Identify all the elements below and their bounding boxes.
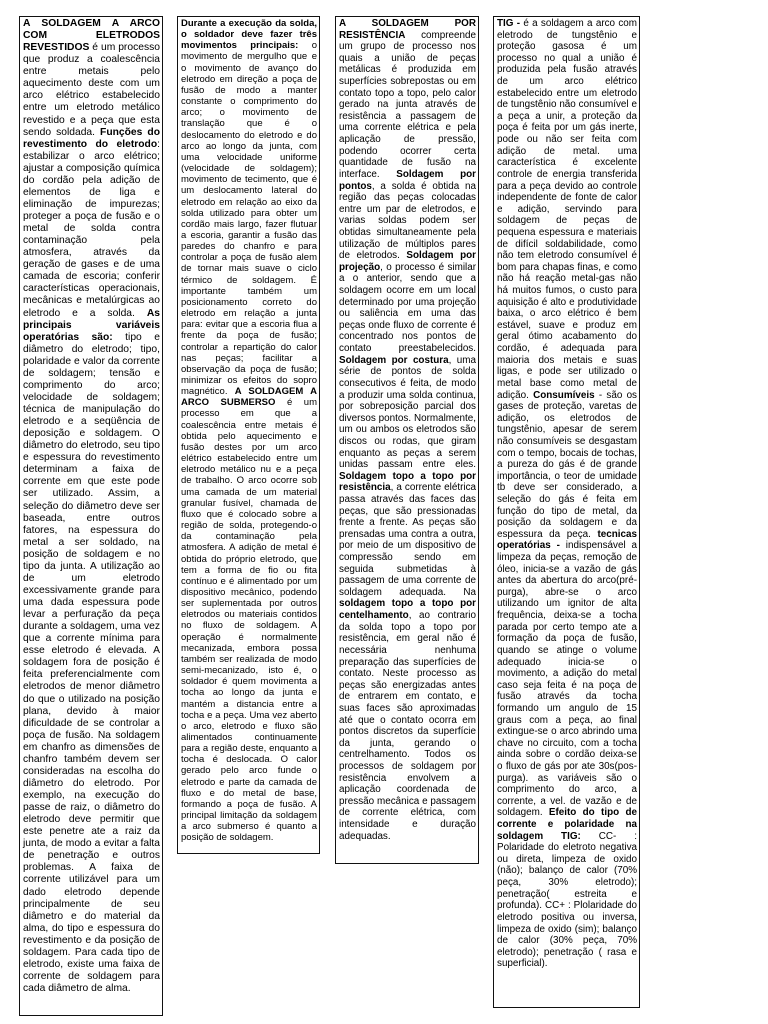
body-text: CC- : Polaridade do eletroto negativa ou direta, limpeza de oxido (não); balanço de calor (70% peça, 30% eletrodo); penetração( estreita e profunda). CC+ : Plolaridade do eletrodo positiva ou inversa, limpeza de oxido (sim); balanço de calor (30% peça, 70% eletrodo); penetração ( rasa e superficial).: [497, 830, 637, 970]
bold-heading-text: Funções do revestimento do eletrodo: [23, 126, 160, 150]
body-text: - são os gases de proteção, varetas de adição, os eletrodos de tungstênio, apesar de serem não consumíveis se desgastam com o tempo, bocais de tochas, a pureza do gás é de grande importância, o teor de umidade tb deve ser considerado, a seleção do gás é feita em função do tipo de metal, da posição da soldagem e da espessura da peça.: [497, 389, 637, 540]
body-text: indispensável a limpeza da peças, remoção de óleo, inicia-se a vazão de gás antes da abertura do arco(pré-purga), abre-se o arco utilizando um ignitor de alta frequência, deixa-se a tocha parada por certo tempo ate a formação da poça de fusão, quando se atinge o volume adequado inicia-se o movimento, a adição do metal caso seja feita é na poça de fusão através da tocha formando um angulo de 15 graus com a peça, ao final extingue-se o arco abrindo uma chave no circuito, com a tocha ainda sobre o cordão deixa-se o fluxo de gás por ate 30s(pos-purga). as variáveis são o comprimento do arco, a corrente, a vel. de vazão e de soldagem.: [497, 540, 637, 819]
column-4-text: [497, 18, 637, 970]
body-text: , a solda é obtida na região das peças colocadas entre um par de eletrodos, e varias soldas podem ser obtidas simultaneamente pela utilização de múltiplos pares de eletrodos.: [339, 180, 476, 262]
bold-heading-text: tecnicas operatórias -: [497, 528, 637, 552]
body-text: , o processo é similar a o anterior, sendo que a soldagem ocorre em um local determinado por uma projeção ou saliência em uma das peças onde fluxo de corrente é concentrado nos pontos de contato preestabelecidos.: [339, 261, 476, 355]
bold-heading-text: A SOLDAGEM A ARCO COM ELETRODOS REVESTIDOS: [23, 18, 160, 54]
body-text: é a soldagem a arco com eletrodo de tungstênio e proteção gasosa é um processo no qual a união é produzida pela fusão através de um arco elétrico estabelecido entre um eletrodo de tungstênio não consumível e a peça a unir, a proteção da poça é feita por um gás inerte, pode ou não ser feita com adição de metal. uma característica é excelente controle de energia transferida para a peça devido ao controle independente de fonte de calor e adição, servindo para soldagem de peças de pequena espessura e materiais de difícil soldabilidade, como não tem eletrodo consumível é bom para chapas finas, e como não há reação metal-gas não há muitos fumos, o custo para aquisição é alto e produtividade baixa, o arco elétrico é bem estável, suave e produz em geral ótimo acabamento do cordão, é adequada para maioria dos metais e suas ligas, e pode ser utilizado o metal base como metal de adição.: [497, 18, 637, 401]
body-text: tipo e diâmetro do eletrodo; tipo, polaridade e valor da corrente de soldagem; tensão e comprimento do arco; velocidade de soldagem; técnica de manipulação do eletrodo e a seqüência de deposição e soldagem. O diâmetro do eletrodo, seu tipo e espessura do revestimento determinam a faixa de corrente em que este pode ser utilizado. Assim, a seleção do diâmetro deve ser baseada, entre outros fatores, na espessura do metal a ser soldado, na posição de soldagem e no tipo da junta. A utilização ao de um eletrodo excessivamente grande para uma dada espessura pode levar a perfuração da peça durante a soldagem, uma vez que a corrente mínima para esse eletrodo é elevada. A soldagem fora de posição é feita preferencialmente com eletrodos de menor diâmetro do que o utilizado na posição plana, devido à maior dificuldade de se controlar a poça de fusão. Na soldagem em chanfro as dimensões de chanfro também devem ser consideradas na escolha do diâmetro do eletrodo. Por exemplo, na execução do passe de raiz, o diâmetro do eletrodo deve permitir que este penetre ate a raiz da junta, de modo a evitar a falta de penetração e outros problemas. A faixa de corrente utilizável para um dado eletrodo depende principalmente de seu diâmetro e do material da alma, do tipo e espessura do revestimento e da posição de soldagem. Para cada tipo de eletrodo, existe uma faixa de corrente de soldagem para cada diâmetro de alma.: [23, 331, 160, 994]
bold-heading-text: soldagem topo a topo por centelhamento: [339, 598, 476, 622]
body-text: é um processo em que a coalescência entre metais é obtida pelo aquecimento e fusão destes por um arco elétrico estabelecido entre um eletrodo metálico nu e a peça de trabalho. O arco ocorre sob uma camada de um material granular fusível, chamada de fluxo que é colocado sobre a região de solda, protegendo-o da contaminação pela atmosfera. A adição de metal é obtida do próprio eletrodo, que tem a forma de fio ou fita contínuo e é alimentado por um dispositivo mecânico, podendo ser suplementada por outros eletrodos ou materiais contidos no fluxo de soldagem. A operação é normalmente mecanizada, embora possa também ser realizada de modo semi-mecanizado, isto é, o soldador é quem movimenta a tocha ao longo da junta e mantém a distancia entre a tocha e a peça. Uma vez aberto o arco, eletrodo e fluxo são alimentados continuamente para a região deste, enquanto a tocha é deslocada. O calor gerado pelo arco funde o eletrodo e parte da camada de fluxo e do metal de base, formando a poça de fusão. A principal limitação da soldagem a arco submerso é quanto a posição de soldagem.: [181, 397, 317, 844]
bold-heading-text: TIG -: [497, 18, 521, 29]
bold-heading-text: Soldagem por pontos: [339, 168, 476, 192]
bold-heading-text: Soldagem por projeção: [339, 250, 477, 273]
column-3: [335, 16, 479, 864]
bold-heading-text: A SOLDAGEM POR RESISTÊNCIA: [339, 18, 476, 41]
body-text: é um processo que produz a coalescência entre metais pelo aquecimento deste com um arco elétrico estabelecido entre um eletrodo metálico revestido e a peça que esta sendo soldada.: [23, 42, 160, 138]
body-text: , ao contrario da solda topo a topo por resistência, em geral não é necessária nenhuma preparação das superfícies de contato. Neste processo as peças são energizadas antes de entrarem em contato, e suas faces são aproximadas até que o contato ocorra em pontos discretos da superfície da junta, gerando o centrelhamento. Todos os processos de soldagem por resistência envolvem a aplicação coordenada de pressão mecânica e passagem de corrente elétrica, com intensidade e duração adequadas.: [339, 610, 476, 842]
body-text: , uma série de pontos de solda consecutivos é feita, de modo a produzir uma solda continua, por sobreposição parcial dos diversos pontos. Normalmente, um ou ambos os eletrodos são discos ou rodas, que giram enquanto as peças a serem unidas passam entre eles.: [339, 354, 476, 471]
bold-heading-text: Soldagem topo a topo por resistência: [339, 470, 476, 494]
body-text: compreende um grupo de processo nos quais a união de peças metálicas é produzida em superfícies sobrepostas ou em contato topo a topo, pelo calor gerado na junta através de resistência a passagem de uma corrente elétrica e pela aplicação de pressão, podendo ocorrer certa quantidade de fusão na interface.: [339, 29, 476, 180]
column-1: [19, 16, 163, 1016]
body-text: o movimento de mergulho que e o movimento de avanço do eletrodo em direção a poça de fusão de modo a manter constante o comprimento do arco; o movimento de translação que é o deslocamento do eletrodo e do arco ao longo da junta, com uma velocidade uniforme (velocidade de soldagem); movimento de tecimento, que é um deslocamento lateral do eletrodo em relação ao eixo da solda utilizado para obter um cordão mais largo, fazer flutuar a escoria, garantir a fusão das paredes do chanfro e para controlar a poça de fusão alem de tornar mais suave o ciclo térmico de soldagem. É importante também um posicionamento correto do eletrodo em relação a junta para: evitar que a escoria flua a frente da poça de fusão; controlar a repartição do calor nas peças; facilitar a observação da poça de fusão; minimizar os efeitos do sopro magnético.: [181, 40, 317, 398]
column-1-text: [23, 18, 160, 995]
column-4: [493, 16, 640, 1008]
body-text: , a corrente elétrica passa através das faces das peças, que são pressionadas frente a frente. As peças são prensadas uma contra a outra, por meio de um dispositivo de compressão sendo em seguida submetidas à passagem de uma corrente de soldagem adequada. Na: [339, 482, 476, 598]
body-text: : estabilizar o arco elétrico; ajustar a composição química do cordão pela adição de elementos de liga e eliminação de impurezas; proteger a poça de fusão e o metal de solda contra contaminação pela atmosfera, através da geração de gases e de uma camada de escoria; conferir características operacionais, mecânicas e metalúrgicas ao eletrodo e a solda.: [23, 138, 160, 319]
bold-heading-text: Durante a execução da solda, o soldador deve fazer três movimentos principais:: [181, 18, 317, 52]
column-2-text: [181, 18, 317, 844]
bold-heading-text: A SOLDAGEM A ARCO SUBMERSO: [181, 386, 317, 409]
bold-heading-text: Efeito do tipo de corrente e polaridade na soldagem TIG:: [497, 807, 637, 842]
column-3-text: [339, 18, 476, 842]
bold-heading-text: As principais variáveis operatórias são:: [23, 307, 160, 343]
bold-heading-text: Soldagem por costura: [339, 354, 449, 366]
bold-heading-text: Consumíveis: [533, 389, 595, 401]
column-2: [177, 16, 320, 854]
